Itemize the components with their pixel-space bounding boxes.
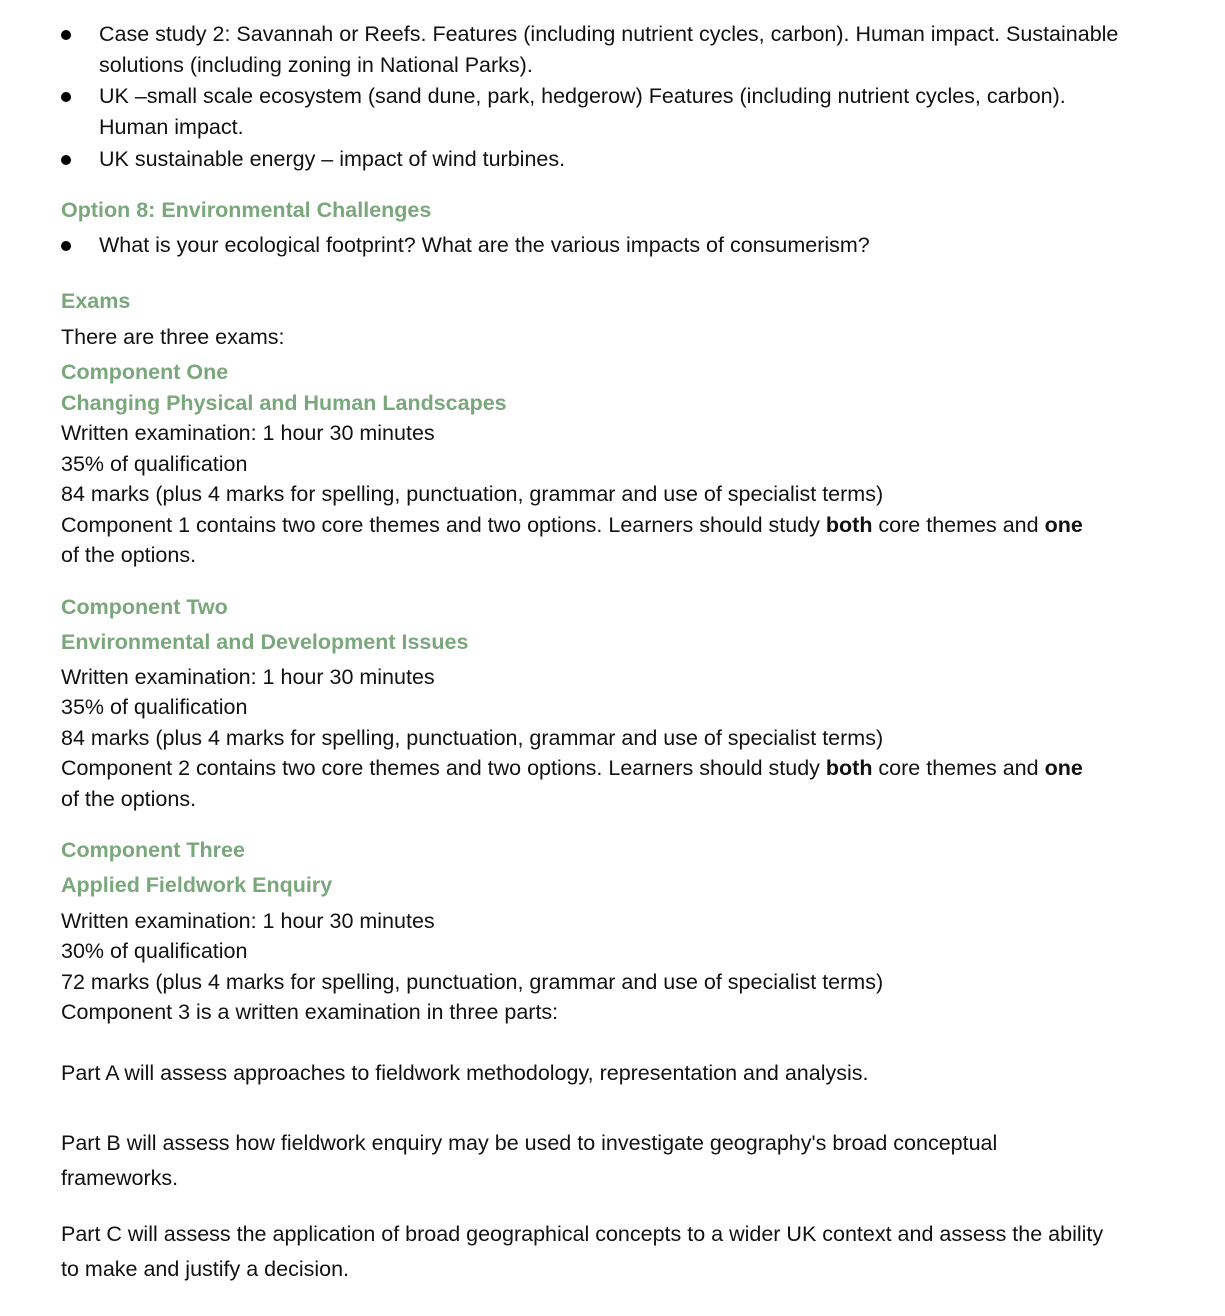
description-text: core themes and: [872, 756, 1045, 780]
bullet-icon: [61, 241, 71, 251]
component-one-weight: 35% of qualification: [61, 452, 248, 476]
part-c-text-line1: Part C will assess the application of broad geographical concepts to a wider UK context and assess the ability: [61, 1222, 1104, 1246]
component-two-heading: Component Two: [61, 595, 228, 619]
exams-heading: Exams: [61, 289, 131, 313]
emphasis-text: one: [1044, 513, 1083, 537]
bullet-icon: [61, 30, 71, 40]
component-two-marks: 84 marks (plus 4 marks for spelling, punctuation, grammar and use of specialist terms): [61, 726, 884, 750]
bullet-text-line: UK –small scale ecosystem (sand dune, park, hedgerow) Features (including nutrient cycles, carbon).: [99, 84, 1066, 108]
component-three-weight: 30% of qualification: [61, 939, 248, 963]
emphasis-text: both: [825, 756, 873, 780]
component-three-duration: Written examination: 1 hour 30 minutes: [61, 909, 435, 933]
exams-intro: There are three exams:: [61, 325, 285, 349]
component-two-description: [61, 753, 1083, 783]
part-b-text-line2: frameworks.: [61, 1166, 179, 1190]
part-c-text-line2: to make and justify a decision.: [61, 1257, 350, 1281]
component-one-duration: Written examination: 1 hour 30 minutes: [61, 421, 435, 445]
bullet-text-line: Human impact.: [99, 115, 244, 139]
component-two-subheading: Environmental and Development Issues: [61, 630, 469, 654]
component-three-heading: Component Three: [61, 838, 245, 862]
part-a-text: Part A will assess approaches to fieldwork methodology, representation and analysis.: [61, 1061, 869, 1085]
component-two-description-line2: of the options.: [61, 787, 197, 811]
part-b-text-line1: Part B will assess how fieldwork enquiry may be used to investigate geography's broad conceptual: [61, 1131, 998, 1155]
bullet-text-line: UK sustainable energy – impact of wind turbines.: [99, 147, 566, 171]
component-one-marks: 84 marks (plus 4 marks for spelling, punctuation, grammar and use of specialist terms): [61, 482, 884, 506]
component-three-description: Component 3 is a written examination in three parts:: [61, 1000, 559, 1024]
component-two-duration: Written examination: 1 hour 30 minutes: [61, 665, 435, 689]
description-text: Component 1 contains two core themes and two options. Learners should study: [61, 513, 826, 537]
component-three-marks: 72 marks (plus 4 marks for spelling, punctuation, grammar and use of specialist terms): [61, 970, 884, 994]
emphasis-text: both: [825, 513, 873, 537]
component-two-weight: 35% of qualification: [61, 695, 248, 719]
bullet-text-line: Case study 2: Savannah or Reefs. Features (including nutrient cycles, carbon). Human impact. Sustainable: [99, 22, 1119, 46]
component-one-description-line2: of the options.: [61, 543, 197, 567]
bullet-icon: [61, 92, 71, 102]
emphasis-text: one: [1044, 756, 1083, 780]
description-text: core themes and: [872, 513, 1045, 537]
component-one-description: [61, 510, 1083, 540]
description-text: Component 2 contains two core themes and two options. Learners should study: [61, 756, 826, 780]
option8-heading: Option 8: Environmental Challenges: [61, 198, 432, 222]
bullet-text-line: What is your ecological footprint? What are the various impacts of consumerism?: [99, 233, 870, 257]
component-three-subheading: Applied Fieldwork Enquiry: [61, 873, 333, 897]
bullet-icon: [61, 155, 71, 165]
bullet-text-line: solutions (including zoning in National Parks).: [99, 53, 533, 77]
component-one-heading: Component One: [61, 360, 229, 384]
component-one-subheading: Changing Physical and Human Landscapes: [61, 391, 507, 415]
